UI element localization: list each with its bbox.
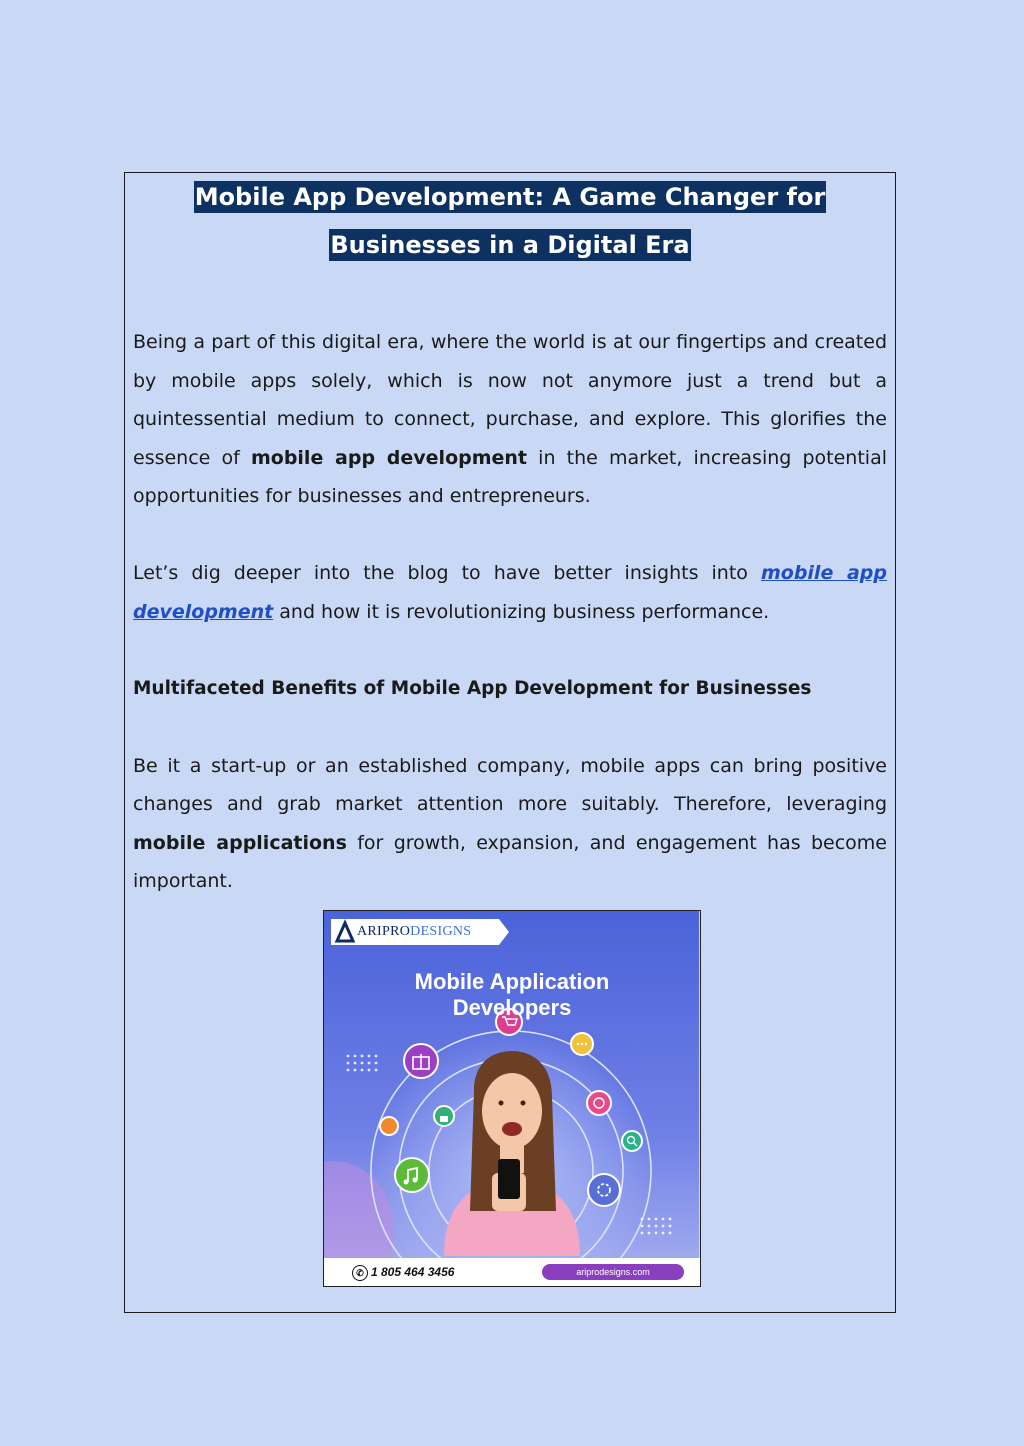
promo-banner-image bbox=[323, 910, 701, 1287]
user-icon bbox=[587, 1091, 611, 1115]
banner-title bbox=[324, 969, 700, 1021]
gift-icon bbox=[404, 1044, 438, 1078]
website-pill: ariprodesigns.com bbox=[542, 1264, 684, 1280]
brand-name-b: DESIGNS bbox=[410, 924, 472, 939]
startup-text-a: Be it a start-up or an established company, mobile apps can bring positive changes and grab market attention more suitably. Therefore, leveraging bbox=[133, 754, 887, 815]
banner-artwork bbox=[324, 911, 699, 1285]
banner-footer bbox=[324, 1258, 700, 1286]
banner-title-line-1: Mobile Application bbox=[414, 969, 610, 994]
intro-text-b: in the market, increasing potential opportunities for businesses and entrepreneurs. bbox=[133, 446, 887, 507]
brand-name-a: ARIPRO bbox=[357, 924, 411, 939]
coin-icon bbox=[380, 1117, 398, 1135]
intro-text-a: Being a part of this digital era, where the world is at our fingertips and created by mobile apps solely, which is now not anymore just a trend but a quintessential medium to connect, purchase, and explore. This glorifies the essence of bbox=[133, 331, 887, 469]
mobile-app-development-link[interactable]: mobile app development bbox=[133, 562, 887, 623]
article-body bbox=[133, 323, 887, 939]
search-icon bbox=[622, 1131, 642, 1151]
phone-icon: ✆ bbox=[352, 1265, 368, 1281]
paragraph-intro bbox=[133, 323, 887, 516]
phone-text: 1 805 464 3456 bbox=[371, 1265, 455, 1279]
dig-text-a: Let’s dig deeper into the blog to have better insights into bbox=[133, 562, 761, 584]
banner-title-line-2: Developers bbox=[452, 995, 572, 1020]
brand-name bbox=[357, 924, 471, 940]
intro-bold: mobile app development bbox=[250, 446, 528, 469]
lock-icon bbox=[434, 1106, 454, 1126]
paragraph-startup bbox=[133, 747, 887, 901]
title-line-1: Mobile App Development: A Game Changer for bbox=[194, 183, 826, 211]
music-icon bbox=[395, 1158, 429, 1192]
startup-bold: mobile applications bbox=[133, 831, 347, 854]
paragraph-dig-deeper bbox=[133, 554, 887, 631]
chat-icon bbox=[571, 1033, 593, 1055]
startup-text-b: for growth, expansion, and engagement has become important. bbox=[133, 831, 888, 892]
dig-text-b: and how it is revolutionizing business performance. bbox=[273, 600, 770, 623]
brand-logo bbox=[331, 919, 509, 945]
gear-icon bbox=[588, 1174, 620, 1206]
phone-number bbox=[352, 1263, 454, 1281]
document-frame bbox=[124, 172, 896, 1313]
article-title bbox=[125, 181, 895, 277]
title-line-2: Businesses in a Digital Era bbox=[330, 231, 690, 259]
section-heading: Multifaceted Benefits of Mobile App Development for Businesses bbox=[133, 677, 812, 699]
